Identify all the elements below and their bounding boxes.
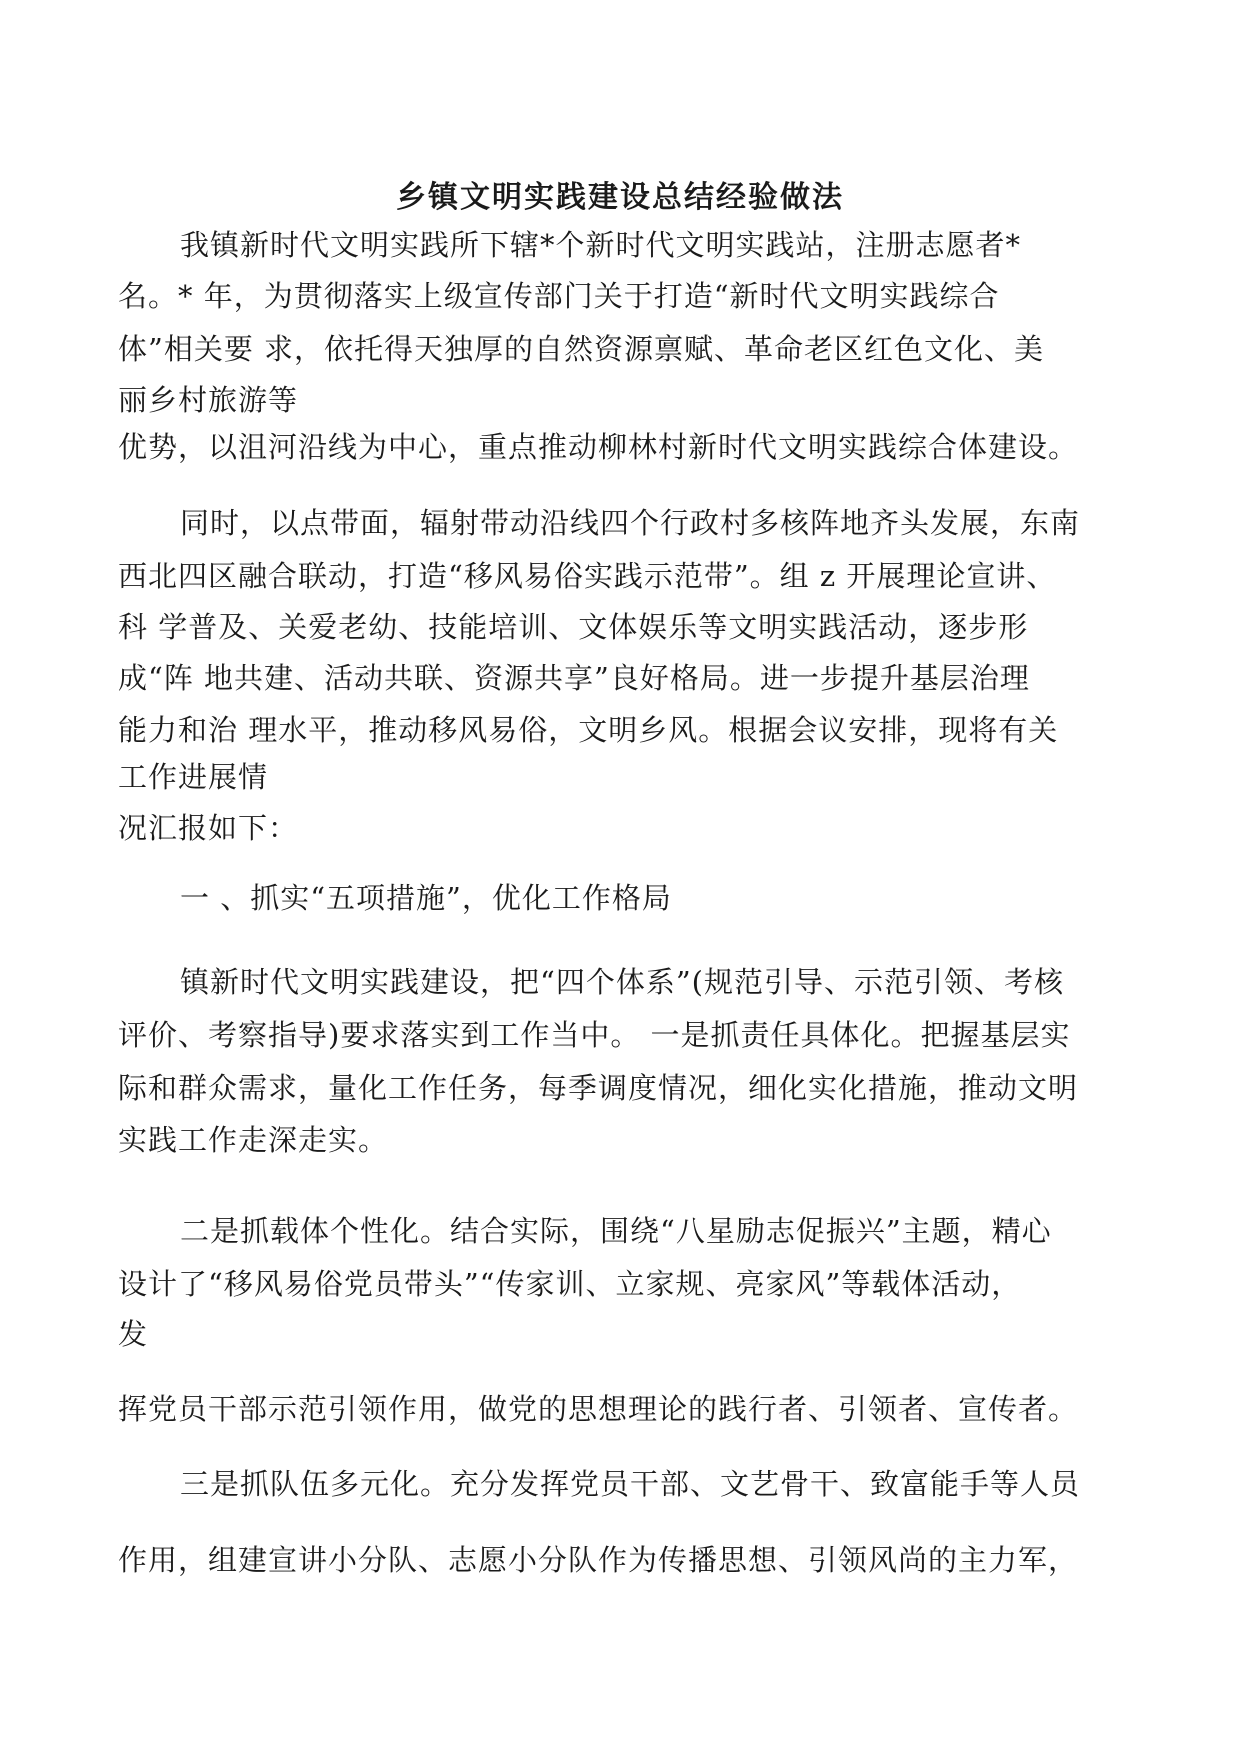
paragraph-line-8: 科 学普及、关爱老幼、技能培训、文体娱乐等文明实践活动，逐步形 [118, 610, 1029, 644]
paragraph-line-10: 能力和治 理水平，推动移风易俗，文明乡风。根据会议安排，现将有关 [118, 713, 1059, 747]
paragraph-line-12: 况汇报如下： [118, 811, 299, 845]
paragraph-line-17: 二是抓载体个性化。结合实际，围绕“八星励志促振兴”主题，精心 [180, 1214, 1052, 1248]
paragraph-line-20: 挥党员干部示范引领作用，做党的思想理论的践行者、引领者、宣传者。 [118, 1392, 1079, 1426]
paragraph-line-18: 设计了“移风易俗党员带头”“传家训、立家规、亮家风”等载体活动， [118, 1267, 1022, 1301]
paragraph-line-19: 发 [118, 1317, 149, 1351]
paragraph-line-1: 我镇新时代文明实践所下辖*个新时代文明实践站，注册志愿者* [180, 228, 1022, 262]
paragraph-line-4: 丽乡村旅游等 [118, 383, 299, 417]
paragraph-line-11: 工作进展情 [118, 760, 269, 794]
paragraph-line-15: 际和群众需求，量化工作任务，每季调度情况，细化实化措施，推动文明 [118, 1071, 1079, 1105]
paragraph-line-5: 优势，以沮河沿线为中心，重点推动柳林村新时代文明实践综合体建设。 [118, 430, 1079, 464]
paragraph-line-21: 三是抓队伍多元化。充分发挥党员干部、文艺骨干、致富能手等人员 [180, 1467, 1081, 1501]
paragraph-line-2: 名。* 年，为贯彻落实上级宣传部门关于打造“新时代文明实践综合 [118, 279, 1000, 313]
paragraph-line-6: 同时，以点带面，辐射带动沿线四个行政村多核阵地齐头发展，东南 [180, 506, 1081, 540]
section-heading-1: 一 、抓实“五项措施”，优化工作格局 [180, 881, 672, 915]
document-title: 乡镇文明实践建设总结经验做法 [396, 180, 844, 215]
paragraph-line-16: 实践工作走深走实。 [118, 1123, 389, 1157]
paragraph-line-14: 评价、考察指导)要求落实到工作当中。 一是抓责任具体化。把握基层实 [118, 1018, 1071, 1052]
paragraph-line-7: 西北四区融合联动，打造“移风易俗实践示范带”。组 z 开展理论宣讲、 [118, 559, 1057, 593]
paragraph-line-3: 体”相关要 求，依托得天独厚的自然资源禀赋、革命老区红色文化、美 [118, 332, 1045, 366]
paragraph-line-13: 镇新时代文明实践建设，把“四个体系”(规范引导、示范引领、考核 [180, 965, 1064, 999]
paragraph-line-22: 作用，组建宣讲小分队、志愿小分队作为传播思想、引领风尚的主力军， [118, 1543, 1079, 1577]
paragraph-line-9: 成“阵 地共建、活动共联、资源共享”良好格局。进一步提升基层治理 [118, 661, 1030, 695]
